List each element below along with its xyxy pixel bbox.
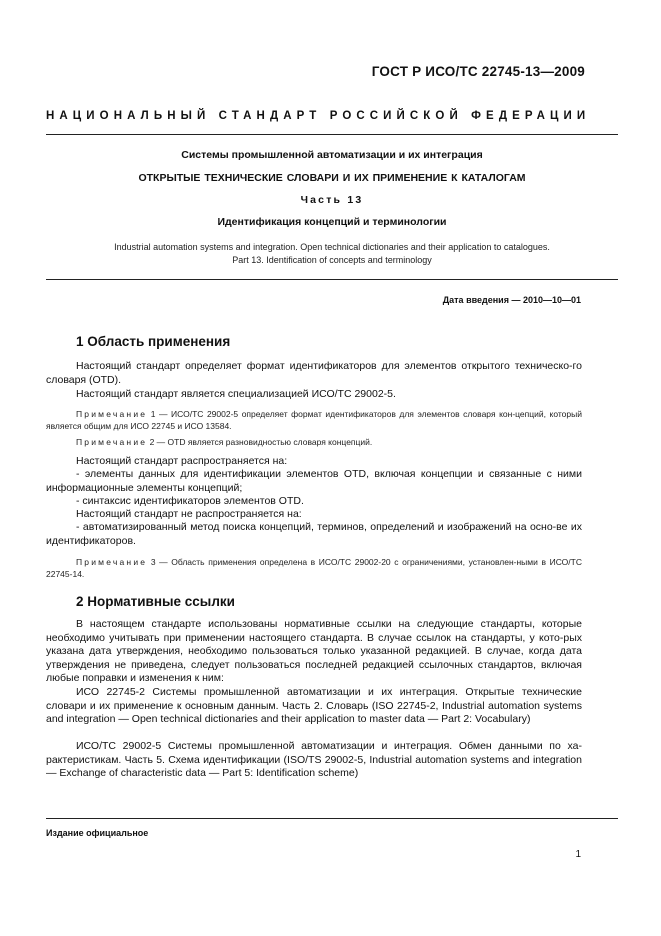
section1-heading: 1 Область применения (76, 334, 231, 349)
applies-item-2: - синтаксис идентификаторов элементов OTD. (76, 495, 304, 507)
section1-paragraph2: Настоящий стандарт является специализацией ИСО/ТС 29002-5. (76, 388, 396, 400)
section2-paragraph1: В настоящем стандарте использованы нормативные ссылки на следующие стандарты, которые необходимо учитывать при применении настоящего стандарта. В случае ссылок на стандарты, у кото-рых указана дата утверждения, необходимо пользоваться только указанной редакцией. В случае, когда дата утверждения не приведена, следует пользоваться последней редакцией ссылочных стандартов, включая любые поправки и изменения к ним: (46, 618, 582, 684)
title-part: Часть 13 (300, 194, 364, 206)
applies-item-1: - элементы данных для идентификации элементов OTD, включая концепции и связанные с ними информационные элементы концепций; (46, 468, 582, 494)
english-title (46, 241, 618, 266)
national-standard-banner: НАЦИОНАЛЬНЫЙ СТАНДАРТ РОССИЙСКОЙ ФЕДЕРАЦИИ (46, 110, 591, 122)
not-applies-item-1: - автоматизированный метод поиска концепций, терминов, определений и изображений на осно-ве их идентификаторов. (46, 521, 582, 547)
title-subtitle: Идентификация концепций и терминологии (217, 216, 447, 228)
note-3 (46, 556, 582, 580)
section2-heading: 2 Нормативные ссылки (76, 594, 235, 609)
applies-intro: Настоящий стандарт распространяется на: (76, 455, 288, 467)
reference-iso-ts-29002-5: ИСО/ТС 29002-5 Системы промышленной автоматизации и интеграция. Обмен данными по ха-рактеристикам. Часть 5. Схема идентификации (ISO/TS 29002-5, Industrial automation systems and integration — Exchange of characteristic data — Part 5: Identification scheme) (46, 740, 582, 779)
standard-code: ГОСТ Р ИСО/ТС 22745-13—2009 (371, 64, 585, 79)
reference-iso-22745-2: ИСО 22745-2 Системы промышленной автоматизации и их интеграция. Открытые технические словари и их применение к основным данным. Часть 2. Словарь (ISO 22745-2, Industrial automation systems and integration — Open technical dictionaries and their application to master data — Part 2: Vocabulary) (46, 686, 582, 725)
note-1-text: 1 — ИСО/ТС 29002-5 определяет формат идентификаторов для элементов словаря кон-цепций, который является общим для ИСО 22745 и ИСО 13584. (46, 409, 582, 431)
edition-label: Издание официальное (46, 828, 149, 838)
note-1-label: Примечание (76, 409, 148, 419)
title-line1: Системы промышленной автоматизации и их интеграция (181, 149, 483, 161)
note-2-label: Примечание (76, 437, 148, 447)
note-3-label: Примечание (76, 557, 148, 567)
english-title-line1: Industrial automation systems and integration. Open technical dictionaries and their application to catalogues. (114, 242, 550, 252)
header-rule (46, 134, 618, 135)
note-3-text: 3 — Область применения определена в ИСО/ТС 29002-20 с ограничениями, установлен-ными в ИСО/ТС 22745-14. (46, 557, 582, 579)
note-2-text: 2 — OTD является разновидностью словаря концепций. (149, 437, 373, 447)
note-2 (46, 436, 582, 448)
section1-paragraph1: Настоящий стандарт определяет формат идентификаторов для элементов открытого техническо-го словаря (OTD). (46, 360, 582, 386)
english-title-line2: Part 13. Identification of concepts and terminology (232, 254, 432, 265)
title-rule (46, 279, 618, 280)
note-1 (46, 408, 582, 432)
intro-date: Дата введения — 2010—10—01 (442, 295, 581, 305)
page-number: 1 (575, 849, 581, 860)
title-line2: ОТКРЫТЫЕ ТЕХНИЧЕСКИЕ СЛОВАРИ И ИХ ПРИМЕНЕНИЕ К КАТАЛОГАМ (138, 172, 526, 184)
not-applies-intro: Настоящий стандарт не распространяется на: (76, 508, 302, 520)
footer-rule (46, 818, 618, 819)
